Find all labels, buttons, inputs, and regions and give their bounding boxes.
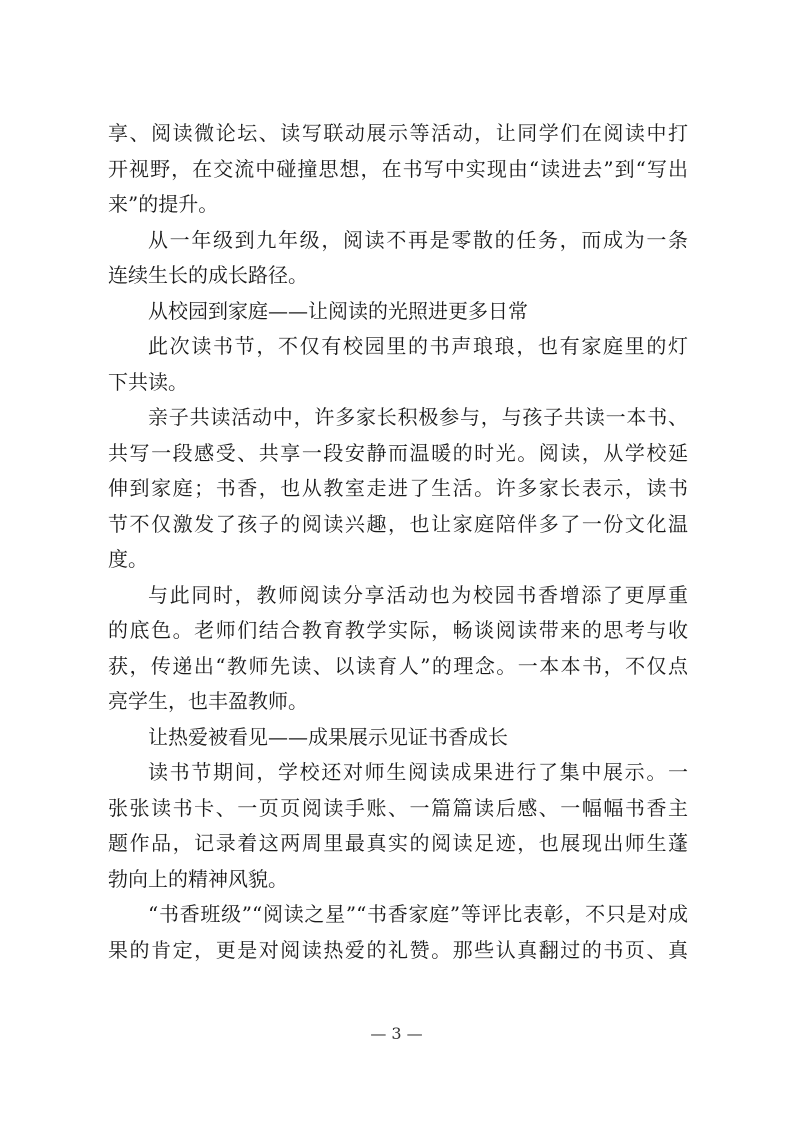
- text-line: 果的肯定，更是对阅读热爱的礼赞。那些认真翻过的书页、真: [108, 937, 688, 962]
- text-line: 开视野，在交流中碰撞思想，在书写中实现由“读进去”到“写出: [108, 156, 688, 181]
- text-line: 与此同时，教师阅读分享活动也为校园书香增添了更厚重: [148, 582, 688, 607]
- section-heading: 从校园到家庭——让阅读的光照进更多日常: [148, 298, 528, 323]
- text-line: 题作品，记录着这两周里最真实的阅读足迹，也展现出师生蓬: [108, 831, 688, 855]
- text-line: 连续生长的成长路径。: [108, 263, 308, 287]
- text-line: 共写一段感受、共享一段安静而温暖的时光。阅读，从学校延: [108, 440, 688, 465]
- text-line: 享、阅读微论坛、读写联动展示等活动，让同学们在阅读中打: [108, 121, 688, 145]
- text-line: 的底色。老师们结合教育教学实际，畅谈阅读带来的思考与收: [108, 618, 688, 642]
- text-line: 度。: [108, 547, 148, 571]
- document-body: [108, 116, 688, 968]
- text-line: 读书节期间，学校还对师生阅读成果进行了集中展示。一: [148, 760, 688, 784]
- text-line: 下共读。: [108, 369, 188, 394]
- text-line: 此次读书节，不仅有校园里的书声琅琅，也有家庭里的灯: [148, 334, 688, 358]
- text-line: 勃向上的精神风貌。: [108, 866, 288, 891]
- text-line: 伸到家庭；书香，也从教室走进了生活。许多家长表示，读书: [108, 476, 688, 500]
- text-line: 来”的提升。: [108, 192, 219, 216]
- text-line: 亮学生，也丰盈教师。: [108, 689, 308, 713]
- page-number: — 3 —: [370, 1024, 423, 1043]
- text-line: 从一年级到九年级，阅读不再是零散的任务，而成为一条: [148, 227, 688, 252]
- text-line: 获，传递出“教师先读、以读育人”的理念。一本本书，不仅点: [108, 653, 688, 678]
- text-line: “书香班级”“阅读之星”“书香家庭”等评比表彰，不只是对成: [148, 902, 688, 926]
- text-line: 亲子共读活动中，许多家长积极参与，与孩子共读一本书、: [148, 405, 688, 429]
- text-line: 节不仅激发了孩子的阅读兴趣，也让家庭陪伴多了一份文化温: [108, 511, 688, 536]
- section-heading: 让热爱被看见——成果展示见证书香成长: [148, 724, 508, 749]
- text-line: 张张读书卡、一页页阅读手账、一篇篇读后感、一幅幅书香主: [108, 795, 688, 820]
